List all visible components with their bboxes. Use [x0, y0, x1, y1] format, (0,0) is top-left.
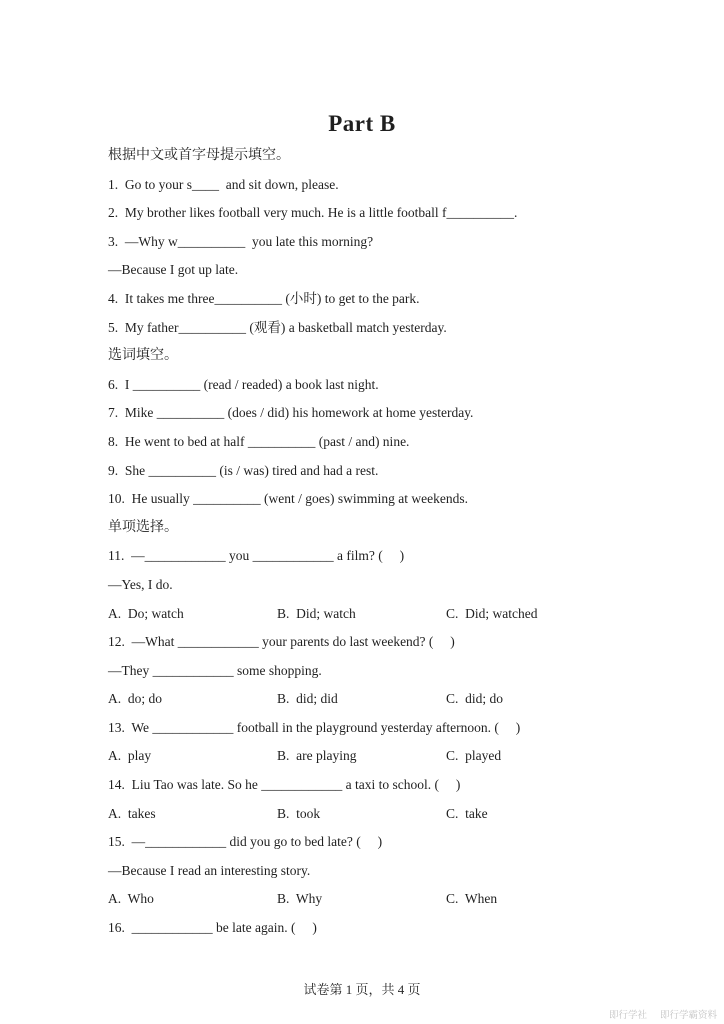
question-line: 6. I __________ (read / readed) a book last night.	[108, 376, 379, 392]
dialog-line: —They ____________ some shopping.	[108, 662, 322, 678]
section-instruction: 单项选择。	[108, 519, 178, 535]
question-line: 16. ____________ be late again. ( )	[108, 920, 317, 936]
page-title: Part B	[328, 111, 396, 136]
question-line: 15. —____________ did you go to bed late? ( )	[108, 834, 383, 850]
option-item: C. played	[446, 748, 502, 764]
question-line: 2. My brother likes football very much. He is a little football f__________.	[108, 205, 518, 221]
option-item: C. When	[446, 891, 498, 907]
option-item: B. did; did	[277, 691, 338, 707]
question-line: 11. —____________ you ____________ a film? ( )	[108, 548, 405, 564]
question-line: 10. He usually __________ (went / goes) swimming at weekends.	[108, 491, 468, 507]
question-line: 3. —Why w__________ you late this morning?	[108, 233, 374, 249]
watermark-text: 即行学霸资料	[659, 1010, 717, 1021]
options-row	[108, 600, 620, 629]
question-line: 9. She __________ (is / was) tired and had a rest.	[108, 462, 379, 478]
watermark-text: 即行学社	[608, 1010, 647, 1021]
option-item: A. takes	[108, 805, 156, 821]
option-item: B. are playing	[277, 748, 357, 764]
page-footer: 试卷第 1 页，共 4 页	[303, 982, 421, 997]
question-line: 13. We ____________ football in the playground yesterday afternoon. ( )	[108, 719, 521, 735]
option-item: C. did; do	[446, 691, 504, 707]
option-item: B. Did; watch	[277, 605, 356, 621]
option-item: C. Did; watched	[446, 605, 538, 621]
dialog-line: —Because I got up late.	[108, 262, 239, 278]
options-row	[108, 742, 620, 771]
options-row	[108, 885, 620, 914]
section-instruction: 根据中文或首字母提示填空。	[108, 148, 290, 163]
watermark	[609, 1007, 717, 1021]
option-item: B. took	[277, 805, 321, 821]
question-line: 14. Liu Tao was late. So he ____________ a taxi to school. ( )	[108, 777, 461, 793]
options-row	[108, 685, 620, 714]
document-body	[108, 142, 620, 943]
option-item: A. play	[108, 748, 152, 764]
dialog-line: —Because I read an interesting story.	[108, 862, 311, 878]
section-instruction: 选词填空。	[108, 348, 178, 364]
question-line: 5. My father__________ (观看) a basketball match yesterday.	[108, 319, 447, 335]
question-line: 8. He went to bed at half __________ (past / and) nine.	[108, 433, 410, 449]
question-line: 7. Mike __________ (does / did) his homework at home yesterday.	[108, 405, 474, 421]
option-item: A. Do; watch	[108, 605, 184, 621]
question-line: 12. —What ____________ your parents do last weekend? ( )	[108, 634, 455, 650]
dialog-line: —Yes, I do.	[108, 576, 173, 592]
options-row	[108, 800, 620, 829]
question-line: 1. Go to your s____ and sit down, please.	[108, 176, 339, 192]
option-item: C. take	[446, 805, 488, 821]
option-item: A. Who	[108, 891, 154, 907]
question-line: 4. It takes me three__________ (小时) to get to the park.	[108, 290, 420, 306]
option-item: B. Why	[277, 891, 323, 907]
option-item: A. do; do	[108, 691, 162, 707]
